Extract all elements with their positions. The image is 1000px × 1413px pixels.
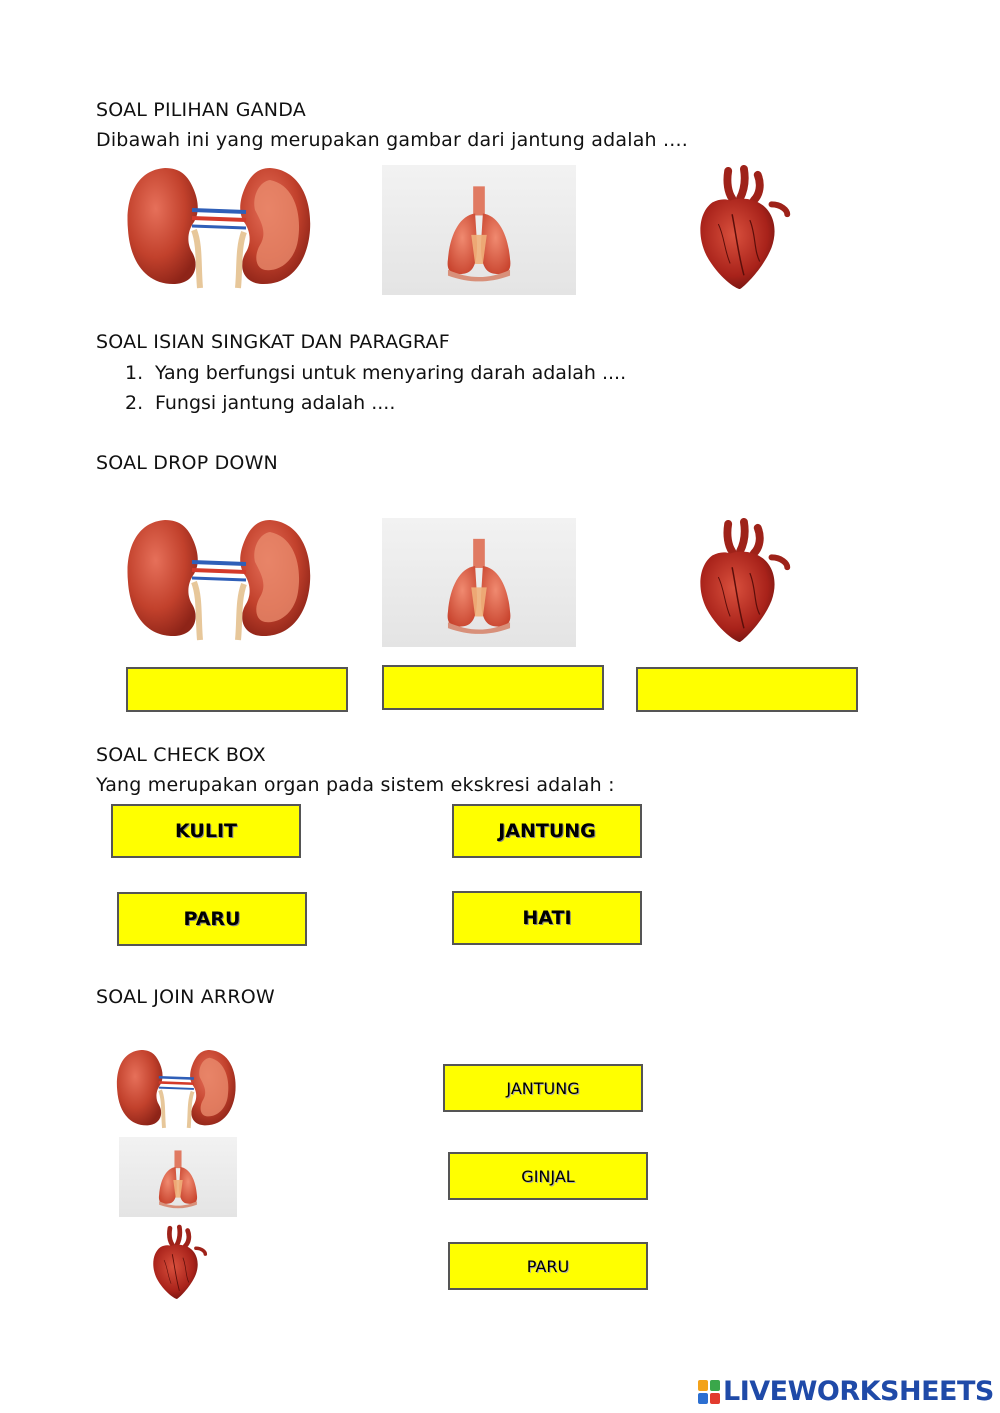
logo-text: LIVEWORKSHEETS — [723, 1376, 994, 1407]
question-text: Dibawah ini yang merupakan gambar dari jantung adalah .... — [96, 129, 688, 151]
option-label: JANTUNG — [498, 820, 596, 842]
lungs-image — [382, 518, 576, 647]
list-item-number: 1. — [125, 362, 144, 384]
section-heading-isian-singkat: SOAL ISIAN SINGKAT DAN PARAGRAF — [96, 331, 450, 353]
target-label: JANTUNG — [506, 1078, 580, 1098]
target-label: PARU — [526, 1256, 570, 1276]
logo-icon — [698, 1380, 720, 1404]
checkbox-option-jantung[interactable] — [452, 804, 642, 858]
checkbox-option-paru[interactable] — [117, 892, 307, 946]
heart-image[interactable] — [640, 165, 840, 293]
option-label: PARU — [183, 908, 241, 930]
dropdown-answer-2[interactable] — [382, 665, 604, 710]
list-item-text: Yang berfungsi untuk menyaring darah adalah .... — [155, 362, 627, 384]
section-heading-pilihan-ganda: SOAL PILIHAN GANDA — [96, 99, 306, 121]
question-text: Yang merupakan organ pada sistem ekskresi adalah : — [96, 774, 615, 796]
join-target-ginjal[interactable] — [448, 1152, 648, 1200]
checkbox-option-hati[interactable] — [452, 891, 642, 945]
heart-image — [640, 518, 840, 646]
option-label: KULIT — [175, 820, 237, 842]
liveworksheets-logo — [698, 1376, 994, 1407]
section-heading-drop-down: SOAL DROP DOWN — [96, 452, 278, 474]
lungs-image[interactable] — [382, 165, 576, 295]
lungs-image[interactable] — [119, 1137, 237, 1217]
kidney-image[interactable] — [112, 1044, 242, 1130]
dropdown-answer-1[interactable] — [126, 667, 348, 712]
join-target-paru[interactable] — [448, 1242, 648, 1290]
option-label: HATI — [522, 907, 572, 929]
heart-image[interactable] — [118, 1222, 236, 1304]
target-label: GINJAL — [521, 1166, 575, 1186]
section-heading-join-arrow: SOAL JOIN ARROW — [96, 986, 275, 1008]
list-item-text: Fungsi jantung adalah .... — [155, 392, 396, 414]
list-item-number: 2. — [125, 392, 144, 414]
checkbox-option-kulit[interactable] — [111, 804, 301, 858]
list-item — [125, 362, 626, 384]
kidney-image — [120, 512, 320, 642]
list-item — [125, 392, 395, 414]
kidney-image[interactable] — [120, 160, 320, 290]
section-heading-check-box: SOAL CHECK BOX — [96, 744, 266, 766]
dropdown-answer-3[interactable] — [636, 667, 858, 712]
join-target-jantung[interactable] — [443, 1064, 643, 1112]
